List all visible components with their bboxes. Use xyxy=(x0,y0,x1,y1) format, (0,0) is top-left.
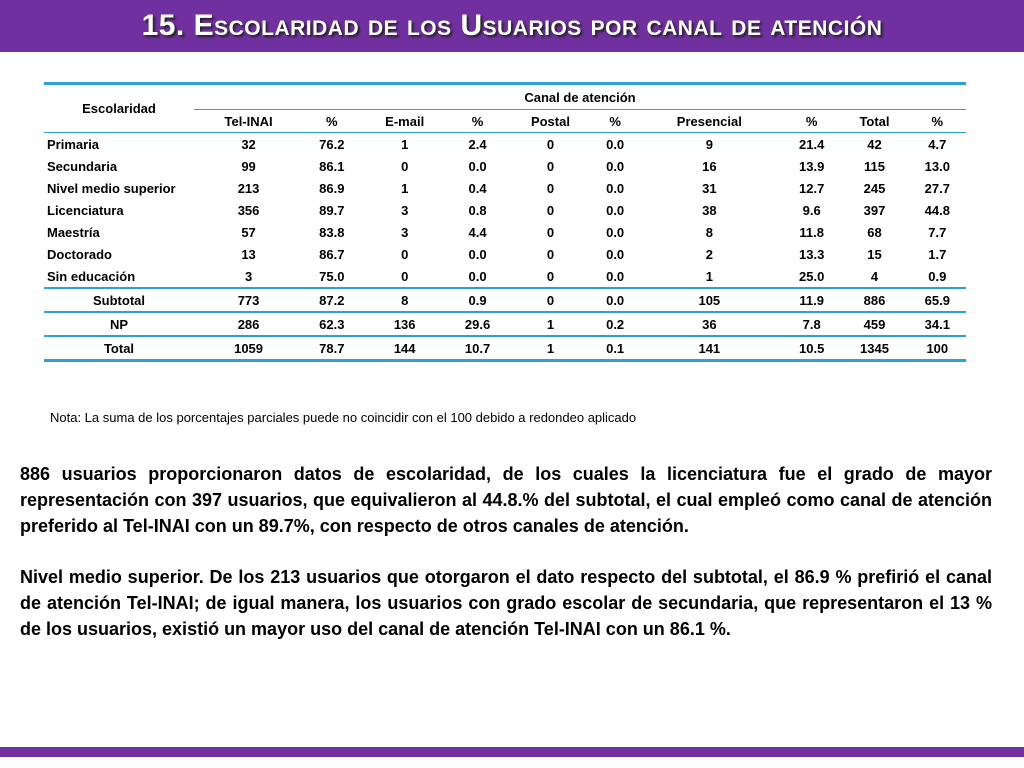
table-cell: 16 xyxy=(702,158,717,174)
table-row xyxy=(44,243,966,265)
table-cell: 27.7 xyxy=(924,180,950,196)
table-cell: 83.8 xyxy=(319,224,345,240)
row-label: Total xyxy=(103,340,135,356)
table-cell: 0.0 xyxy=(606,136,625,152)
table-cell: 773 xyxy=(237,292,260,308)
table-cell: 4.4 xyxy=(468,224,487,240)
table-cell: 4 xyxy=(870,268,879,284)
table-cell: 144 xyxy=(393,340,416,356)
table-cell: 25.0 xyxy=(799,268,825,284)
table-cell: 78.7 xyxy=(319,340,345,356)
table-cell: 0.9 xyxy=(928,268,947,284)
table-cell: 0 xyxy=(401,246,409,262)
table-cell: 0.0 xyxy=(468,246,487,262)
table-body xyxy=(44,133,966,361)
table-cell: 10.7 xyxy=(464,340,491,356)
column-header: Tel-INAI xyxy=(194,110,303,133)
table-cell: 886 xyxy=(863,292,886,308)
table-cell: 13.0 xyxy=(924,158,950,174)
column-header: % xyxy=(783,110,840,133)
table-cell: 9 xyxy=(705,136,713,152)
table-cell: 2.4 xyxy=(468,136,487,152)
table-cell: 0.0 xyxy=(606,158,625,174)
table-cell: 3 xyxy=(401,202,409,218)
table-cell: 0 xyxy=(546,246,555,262)
paragraph-1: 886 usuarios proporcionaron datos de escolaridad, de los cuales la licenciatura fue el grado de mayor representación con 397 usuarios, que equivalieron al 44.8.% del subtotal, el cual empleó como canal de atención preferido al Tel-INAI con un 89.7%, con respecto de otros canales de atención. xyxy=(20,464,992,536)
table-cell: 38 xyxy=(702,202,717,218)
table-cell: 1 xyxy=(705,268,713,284)
table-cell: 0.0 xyxy=(606,268,625,284)
table-cell: 0.0 xyxy=(606,202,625,218)
table-cell: 76.2 xyxy=(319,136,345,152)
table-cell: 1 xyxy=(546,316,555,332)
table-cell: 356 xyxy=(237,202,260,218)
column-header: Postal xyxy=(506,110,594,133)
table-cell: 7.8 xyxy=(802,316,821,332)
footer-bar xyxy=(0,747,1024,757)
table-cell: 0.4 xyxy=(468,180,487,196)
table-row xyxy=(44,199,966,221)
table-cell: 1345 xyxy=(860,340,889,356)
table-cell: 44.8 xyxy=(924,202,950,218)
table-cell: 0.9 xyxy=(468,292,487,308)
table-cell: 115 xyxy=(863,158,885,174)
table-cell: 86.9 xyxy=(319,180,345,196)
row-label: Maestría xyxy=(47,224,100,240)
education-table xyxy=(44,82,966,362)
column-header: Total xyxy=(840,110,908,133)
table-cell: 0 xyxy=(546,180,555,196)
row-label: Sin educación xyxy=(47,268,136,284)
table-cell: 11.9 xyxy=(799,292,824,308)
table-cell: 99 xyxy=(241,158,256,174)
column-header: % xyxy=(449,110,506,133)
table-cell: 34.1 xyxy=(924,316,950,332)
table-cell: 86.7 xyxy=(319,246,345,262)
title-bar xyxy=(0,0,1024,52)
table-row xyxy=(44,288,966,312)
row-label: Primaria xyxy=(47,136,100,152)
table-cell: 13.3 xyxy=(799,246,825,262)
table-cell: 1 xyxy=(546,340,555,356)
table-cell: 136 xyxy=(393,316,416,332)
table-cell: 36 xyxy=(702,316,717,332)
row-label: NP xyxy=(109,316,129,332)
table-cell: 459 xyxy=(863,316,886,332)
page-title: 15. Escolaridad de los Usuarios por canal de atención xyxy=(141,9,883,42)
table-cell: 0.0 xyxy=(468,268,487,284)
table-row xyxy=(44,265,966,288)
table-cell: 9.6 xyxy=(802,202,821,218)
table-cell: 13 xyxy=(241,246,256,262)
table-row xyxy=(44,312,966,336)
table-cell: 100 xyxy=(926,340,949,356)
table-cell: 87.2 xyxy=(319,292,345,308)
table-cell: 13.9 xyxy=(799,158,825,174)
table-cell: 8 xyxy=(401,292,409,308)
table-row xyxy=(44,177,966,199)
table-cell: 0 xyxy=(546,292,555,308)
table-cell: 1 xyxy=(401,180,409,196)
table-cell: 0.2 xyxy=(606,316,625,332)
table-cell: 68 xyxy=(867,224,882,240)
table-cell: 105 xyxy=(698,292,721,308)
table-cell: 0.0 xyxy=(606,224,625,240)
table-row xyxy=(44,221,966,243)
table-cell: 32 xyxy=(241,136,256,152)
table-cell: 29.6 xyxy=(464,316,491,332)
paragraph-2: Nivel medio superior. De los 213 usuarios que otorgaron el dato respecto del subtotal, el 86.9 % prefirió el canal de atención Tel-INAI; de igual manera, los usuarios con grado escolar de secundaria, que representaron el 13 % de los usuarios, existió un mayor uso del canal de atención Tel-INAI con un 86.1 %. xyxy=(20,567,992,639)
table-note: Nota: La suma de los porcentajes parciales puede no coincidir con el 100 debido a redondeo aplicado xyxy=(50,410,637,425)
table-cell: 3 xyxy=(401,224,409,240)
table-cell: 2 xyxy=(705,246,713,262)
table-cell: 12.7 xyxy=(799,180,825,196)
row-label: Licenciatura xyxy=(47,202,124,218)
table-cell: 8 xyxy=(705,224,713,240)
table-cell: 3 xyxy=(244,268,253,284)
row-label: Subtotal xyxy=(93,292,145,308)
table-cell: 31 xyxy=(702,180,717,196)
table-cell: 11.8 xyxy=(799,224,824,240)
table-cell: 1.7 xyxy=(928,246,947,262)
table-cell: 0.0 xyxy=(606,246,625,262)
table-cell: 0 xyxy=(546,158,555,174)
table-cell: 0 xyxy=(546,268,555,284)
table-cell: 75.0 xyxy=(319,268,345,284)
table-cell: 7.7 xyxy=(928,224,947,240)
table-row xyxy=(44,336,966,361)
table-cell: 0 xyxy=(546,224,555,240)
table-cell: 1 xyxy=(401,136,409,152)
group-header: Canal de atención xyxy=(194,84,966,110)
column-header: E-mail xyxy=(360,110,448,133)
column-header: % xyxy=(595,110,636,133)
table-cell: 0 xyxy=(401,158,409,174)
table-row xyxy=(44,133,966,156)
column-header: Presencial xyxy=(636,110,783,133)
row-label: Secundaria xyxy=(47,158,118,174)
table-cell: 0.0 xyxy=(606,292,625,308)
table-cell: 141 xyxy=(698,340,721,356)
table-cell: 86.1 xyxy=(319,158,345,174)
table-cell: 0.8 xyxy=(468,202,487,218)
education-table-container xyxy=(44,82,966,362)
row-label: Doctorado xyxy=(47,246,112,262)
row-header: Escolaridad xyxy=(44,84,194,133)
column-header: % xyxy=(909,110,966,133)
table-cell: 15 xyxy=(867,246,882,262)
table-cell: 65.9 xyxy=(924,292,950,308)
table-row xyxy=(44,155,966,177)
table-cell: 245 xyxy=(863,180,886,196)
table-cell: 397 xyxy=(863,202,886,218)
table-cell: 0 xyxy=(546,202,555,218)
table-cell: 21.4 xyxy=(799,136,825,152)
column-header: % xyxy=(303,110,360,133)
table-cell: 0.0 xyxy=(468,158,487,174)
table-cell: 1059 xyxy=(234,340,264,356)
table-cell: 89.7 xyxy=(319,202,345,218)
table-cell: 0.0 xyxy=(606,180,625,196)
table-cell: 213 xyxy=(237,180,260,196)
table-cell: 0.1 xyxy=(606,340,625,356)
table-cell: 286 xyxy=(237,316,260,332)
row-label: Nivel medio superior xyxy=(47,180,176,196)
table-cell: 0 xyxy=(401,268,409,284)
table-cell: 42 xyxy=(867,136,882,152)
table-cell: 0 xyxy=(546,136,555,152)
table-cell: 4.7 xyxy=(928,136,947,152)
table-cell: 57 xyxy=(241,224,256,240)
table-cell: 10.5 xyxy=(799,340,825,356)
table-cell: 62.3 xyxy=(319,316,345,332)
